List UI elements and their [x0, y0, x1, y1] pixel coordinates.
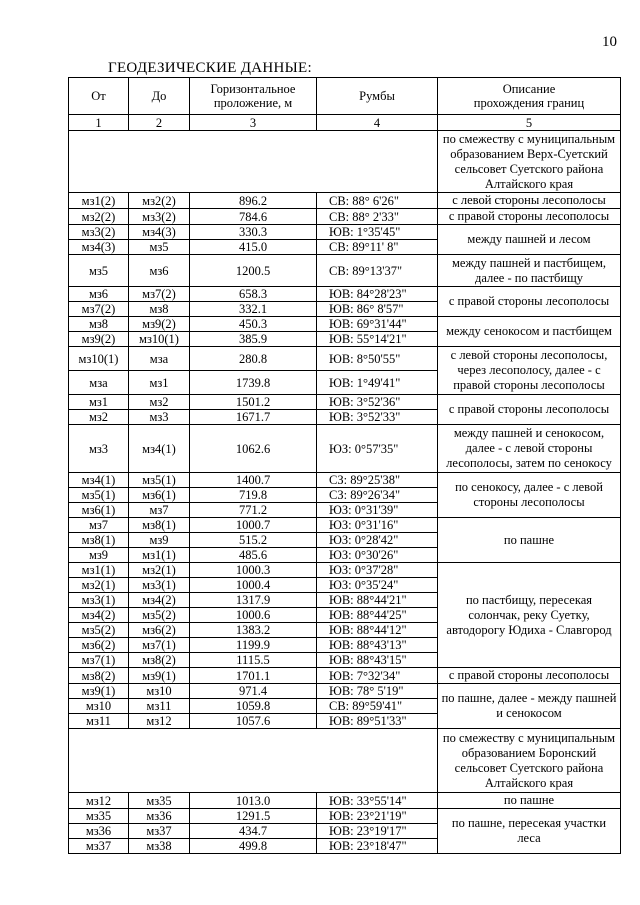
- horizontal-distance: 1000.4: [190, 578, 317, 593]
- column-header-description: [438, 78, 621, 115]
- bearing: ЮВ: 89°51'33": [317, 714, 438, 729]
- to-point: мза: [129, 347, 190, 371]
- to-point: мз6(2): [129, 623, 190, 638]
- horizontal-distance: 1013.0: [190, 793, 317, 809]
- from-point: мз8(2): [69, 668, 129, 684]
- table-row: [69, 317, 621, 332]
- bearing: ЮВ: 8°50'55": [317, 347, 438, 371]
- to-point: мз7(2): [129, 287, 190, 302]
- bearing: СВ: 88° 6'26": [317, 193, 438, 209]
- horizontal-distance: 450.3: [190, 317, 317, 332]
- to-point: мз5: [129, 240, 190, 255]
- column-number: 1: [69, 115, 129, 131]
- horizontal-distance: 499.8: [190, 839, 317, 854]
- horizontal-distance: 1057.6: [190, 714, 317, 729]
- to-point: мз1(1): [129, 548, 190, 563]
- from-point: мз9: [69, 548, 129, 563]
- horizontal-distance: 1671.7: [190, 410, 317, 425]
- bearing: ЮЗ: 0°30'26": [317, 548, 438, 563]
- table-row: [69, 287, 621, 302]
- boundary-note: по смежеству с муниципальным образованием Верх-Суетский сельсовет Суетского района Алтайского края: [438, 131, 621, 193]
- from-point: мз10(1): [69, 347, 129, 371]
- bearing: ЮВ: 88°44'12": [317, 623, 438, 638]
- to-point: мз2(2): [129, 193, 190, 209]
- from-point: мз1(1): [69, 563, 129, 578]
- column-header-from: От: [69, 78, 129, 115]
- bearing: СЗ: 89°25'38": [317, 473, 438, 488]
- boundary-description: с левой стороны лесополосы: [438, 193, 621, 209]
- to-point: мз2(1): [129, 563, 190, 578]
- table-row: [69, 225, 621, 240]
- to-point: мз4(3): [129, 225, 190, 240]
- bearing: ЮЗ: 0°28'42": [317, 533, 438, 548]
- horizontal-distance: 1383.2: [190, 623, 317, 638]
- boundary-description: между пашней и сенокосом, далее - с левой стороны лесополосы, затем по сенокосу: [438, 425, 621, 473]
- from-point: мз12: [69, 793, 129, 809]
- horizontal-distance: 1291.5: [190, 809, 317, 824]
- empty-cell: [69, 729, 438, 793]
- bearing: ЮВ: 84°28'23": [317, 287, 438, 302]
- boundary-description: по пастбищу, пересекая солончак, реку Суетку, автодорогу Юдиха - Славгород: [438, 563, 621, 668]
- column-header-description-line1: Описание: [502, 82, 556, 96]
- horizontal-distance: 415.0: [190, 240, 317, 255]
- table-row: [69, 668, 621, 684]
- horizontal-distance: 1000.6: [190, 608, 317, 623]
- bearing: СВ: 89°11' 8": [317, 240, 438, 255]
- to-point: мз7: [129, 503, 190, 518]
- horizontal-distance: 434.7: [190, 824, 317, 839]
- bearing: ЮЗ: 0°37'28": [317, 563, 438, 578]
- boundary-note: по смежеству с муниципальным образованием Боронский сельсовет Суетского района Алтайского края: [438, 729, 621, 793]
- horizontal-distance: 330.3: [190, 225, 317, 240]
- from-point: мз4(1): [69, 473, 129, 488]
- bearing: ЮВ: 88°44'21": [317, 593, 438, 608]
- to-point: мз9: [129, 533, 190, 548]
- horizontal-distance: 1059.8: [190, 699, 317, 714]
- from-point: мз5(2): [69, 623, 129, 638]
- page-number: 10: [602, 34, 617, 50]
- bearing: ЮВ: 23°18'47": [317, 839, 438, 854]
- to-point: мз9(2): [129, 317, 190, 332]
- to-point: мз3: [129, 410, 190, 425]
- horizontal-distance: 1062.6: [190, 425, 317, 473]
- to-point: мз5(2): [129, 608, 190, 623]
- bearing: ЮВ: 1°49'41": [317, 371, 438, 395]
- from-point: мз4(2): [69, 608, 129, 623]
- column-number: 5: [438, 115, 621, 131]
- to-point: мз3(2): [129, 209, 190, 225]
- to-point: мз11: [129, 699, 190, 714]
- bearing: ЮВ: 23°19'17": [317, 824, 438, 839]
- from-point: мз7: [69, 518, 129, 533]
- from-point: мз2: [69, 410, 129, 425]
- table-row: [69, 395, 621, 410]
- column-number: 4: [317, 115, 438, 131]
- table-row: [69, 518, 621, 533]
- to-point: мз6: [129, 255, 190, 287]
- bearing: СВ: 88° 2'33": [317, 209, 438, 225]
- bearing: ЮВ: 23°21'19": [317, 809, 438, 824]
- bearing: ЮЗ: 0°31'39": [317, 503, 438, 518]
- from-point: мз36: [69, 824, 129, 839]
- to-point: мз5(1): [129, 473, 190, 488]
- table-row: [69, 473, 621, 488]
- boundary-description: с левой стороны лесополосы, через лесополосу, далее - с правой стороны лесополосы: [438, 347, 621, 395]
- horizontal-distance: 771.2: [190, 503, 317, 518]
- to-point: мз38: [129, 839, 190, 854]
- bearing: ЮВ: 88°43'13": [317, 638, 438, 653]
- boundary-description: с правой стороны лесополосы: [438, 287, 621, 317]
- horizontal-distance: 719.8: [190, 488, 317, 503]
- bearing: ЮВ: 86° 8'57": [317, 302, 438, 317]
- column-number: 2: [129, 115, 190, 131]
- to-point: мз10: [129, 684, 190, 699]
- empty-cell: [69, 131, 438, 193]
- from-point: мз3: [69, 425, 129, 473]
- bearing: СВ: 89°59'41": [317, 699, 438, 714]
- boundary-description: с правой стороны лесополосы: [438, 668, 621, 684]
- horizontal-distance: 896.2: [190, 193, 317, 209]
- bearing: ЮЗ: 0°57'35": [317, 425, 438, 473]
- bearing: ЮВ: 55°14'21": [317, 332, 438, 347]
- from-point: мз5: [69, 255, 129, 287]
- bearing: ЮВ: 3°52'33": [317, 410, 438, 425]
- boundary-description: с правой стороны лесополосы: [438, 395, 621, 425]
- to-point: мз8(2): [129, 653, 190, 668]
- boundary-note-row: [69, 131, 621, 193]
- boundary-description: между пашней и лесом: [438, 225, 621, 255]
- to-point: мз3(1): [129, 578, 190, 593]
- column-number: 3: [190, 115, 317, 131]
- horizontal-distance: 332.1: [190, 302, 317, 317]
- from-point: мз6(1): [69, 503, 129, 518]
- from-point: мз10: [69, 699, 129, 714]
- from-point: мз4(3): [69, 240, 129, 255]
- boundary-note-row: [69, 729, 621, 793]
- boundary-description: по сенокосу, далее - с левой стороны лесополосы: [438, 473, 621, 518]
- horizontal-distance: 1701.1: [190, 668, 317, 684]
- column-header-distance: Горизонтальное проложение, м: [190, 78, 317, 115]
- boundary-description: по пашне: [438, 793, 621, 809]
- to-point: мз4(1): [129, 425, 190, 473]
- from-point: мз37: [69, 839, 129, 854]
- from-point: мз11: [69, 714, 129, 729]
- boundary-description: между сенокосом и пастбищем: [438, 317, 621, 347]
- bearing: ЮЗ: 0°31'16": [317, 518, 438, 533]
- table-row: [69, 255, 621, 287]
- boundary-description: по пашне: [438, 518, 621, 563]
- table-row: [69, 793, 621, 809]
- horizontal-distance: 485.6: [190, 548, 317, 563]
- bearing: СВ: 89°13'37": [317, 255, 438, 287]
- bearing: ЮВ: 3°52'36": [317, 395, 438, 410]
- to-point: мз8(1): [129, 518, 190, 533]
- table-row: [69, 684, 621, 699]
- to-point: мз12: [129, 714, 190, 729]
- document-title: ГЕОДЕЗИЧЕСКИЕ ДАННЫЕ:: [108, 60, 312, 76]
- horizontal-distance: 971.4: [190, 684, 317, 699]
- to-point: мз7(1): [129, 638, 190, 653]
- from-point: мз2(2): [69, 209, 129, 225]
- bearing: ЮВ: 69°31'44": [317, 317, 438, 332]
- bearing: ЮВ: 33°55'14": [317, 793, 438, 809]
- bearing: ЮЗ: 0°35'24": [317, 578, 438, 593]
- horizontal-distance: 280.8: [190, 347, 317, 371]
- to-point: мз8: [129, 302, 190, 317]
- column-header-to: До: [129, 78, 190, 115]
- from-point: мз3(2): [69, 225, 129, 240]
- horizontal-distance: 1199.9: [190, 638, 317, 653]
- from-point: мза: [69, 371, 129, 395]
- from-point: мз3(1): [69, 593, 129, 608]
- from-point: мз9(1): [69, 684, 129, 699]
- bearing: СЗ: 89°26'34": [317, 488, 438, 503]
- from-point: мз35: [69, 809, 129, 824]
- horizontal-distance: 1000.7: [190, 518, 317, 533]
- horizontal-distance: 1317.9: [190, 593, 317, 608]
- from-point: мз7(2): [69, 302, 129, 317]
- horizontal-distance: 385.9: [190, 332, 317, 347]
- geodetic-data-table: [68, 77, 621, 854]
- horizontal-distance: 1739.8: [190, 371, 317, 395]
- boundary-description: по пашне, пересекая участки леса: [438, 809, 621, 854]
- table-body: [69, 131, 621, 854]
- from-point: мз8(1): [69, 533, 129, 548]
- bearing: ЮВ: 88°44'25": [317, 608, 438, 623]
- to-point: мз1: [129, 371, 190, 395]
- table-row: [69, 209, 621, 225]
- from-point: мз1(2): [69, 193, 129, 209]
- to-point: мз35: [129, 793, 190, 809]
- bearing: ЮВ: 78° 5'19": [317, 684, 438, 699]
- boundary-description: между пашней и пастбищем, далее - по пастбищу: [438, 255, 621, 287]
- to-point: мз4(2): [129, 593, 190, 608]
- from-point: мз9(2): [69, 332, 129, 347]
- to-point: мз6(1): [129, 488, 190, 503]
- horizontal-distance: 784.6: [190, 209, 317, 225]
- table-row: [69, 347, 621, 371]
- boundary-description: по пашне, далее - между пашней и сенокосом: [438, 684, 621, 729]
- to-point: мз9(1): [129, 668, 190, 684]
- table-row: [69, 563, 621, 578]
- from-point: мз8: [69, 317, 129, 332]
- bearing: ЮВ: 7°32'34": [317, 668, 438, 684]
- table-row: [69, 425, 621, 473]
- bearing: ЮВ: 88°43'15": [317, 653, 438, 668]
- from-point: мз2(1): [69, 578, 129, 593]
- horizontal-distance: 1000.3: [190, 563, 317, 578]
- from-point: мз6: [69, 287, 129, 302]
- from-point: мз6(2): [69, 638, 129, 653]
- horizontal-distance: 515.2: [190, 533, 317, 548]
- bearing: ЮВ: 1°35'45": [317, 225, 438, 240]
- from-point: мз7(1): [69, 653, 129, 668]
- to-point: мз10(1): [129, 332, 190, 347]
- boundary-description: с правой стороны лесополосы: [438, 209, 621, 225]
- table-row: [69, 193, 621, 209]
- to-point: мз2: [129, 395, 190, 410]
- table-row: [69, 809, 621, 824]
- from-point: мз1: [69, 395, 129, 410]
- column-header-description-line2: прохождения границ: [473, 96, 585, 110]
- column-header-bearing: Румбы: [317, 78, 438, 115]
- horizontal-distance: 1400.7: [190, 473, 317, 488]
- horizontal-distance: 658.3: [190, 287, 317, 302]
- to-point: мз36: [129, 809, 190, 824]
- from-point: мз5(1): [69, 488, 129, 503]
- horizontal-distance: 1115.5: [190, 653, 317, 668]
- to-point: мз37: [129, 824, 190, 839]
- horizontal-distance: 1501.2: [190, 395, 317, 410]
- horizontal-distance: 1200.5: [190, 255, 317, 287]
